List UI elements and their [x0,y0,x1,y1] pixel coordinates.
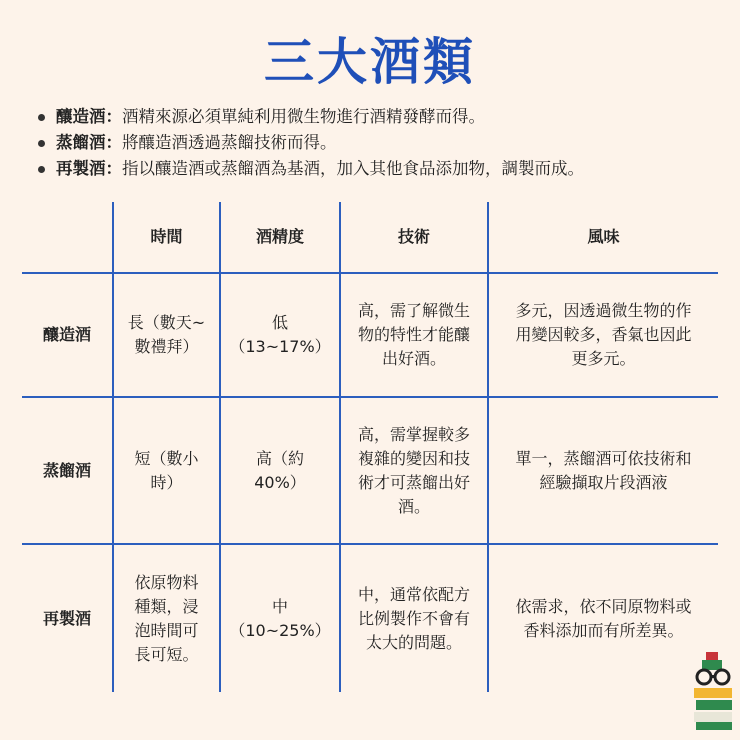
table-cell [114,274,219,396]
cell-line: 術才可蒸餾出好 [357,472,470,492]
table-cell [114,398,219,543]
definition-separator: ： [105,159,122,178]
definition-term: 再製酒 [56,159,106,178]
table-cell [221,274,339,396]
table-cell [341,274,487,396]
cell-line: 種類，浸 [134,596,199,616]
cell-line: 多元，因透過微生物的作 [515,301,692,320]
cell-line: （10~25%） [229,620,331,640]
cell-line: 高，需了解微生 [357,301,470,320]
cell-line: 中，通常依配方 [357,584,470,604]
definition-term: 蒸餾酒 [56,133,106,152]
definition-term: 釀造酒 [56,107,106,126]
column-header-flavor: 風味 [587,227,620,246]
cell-line: 複雜的變因和技 [357,448,470,468]
cell-line: 40%） [254,472,306,492]
cell-line: 中 [271,596,288,616]
cell-line: 時） [150,472,183,492]
page-title: 三大酒類 [264,33,476,91]
row-header: 蒸餾酒 [42,460,91,480]
table-cell [114,545,219,692]
table-cell [489,274,718,396]
column-header-technique: 技術 [397,227,430,246]
cell-line: 出好酒。 [381,349,446,368]
definition-desc: 指以釀造酒或蒸餾酒為基酒，加入其他食品添加物，調製而成。 [122,159,584,178]
cell-line: 單一，蒸餾酒可依技術和 [515,448,692,468]
stacked-books-glasses-icon [692,650,734,732]
cell-line: 依需求，依不同原物料或 [515,596,692,616]
row-header: 再製酒 [42,608,91,628]
cell-line: 用變因較多，香氣也因此 [515,325,692,344]
cell-line: 經驗擷取片段酒液 [539,472,668,492]
table-cell [341,398,487,543]
table-cell [489,545,718,692]
column-header-abv: 酒精度 [255,227,304,246]
table-cell [221,545,339,692]
row-header: 釀造酒 [42,325,91,344]
table-cell [489,398,718,543]
table-cell [221,398,339,543]
definition-desc: 將釀造酒透過蒸餾技術而得。 [122,133,337,152]
cell-line: 長（數天~ [127,313,206,332]
cell-line: 數禮拜） [134,337,199,356]
cell-line: 太大的問題。 [365,632,462,652]
cell-line: 短（數小 [134,448,199,468]
column-header-time: 時間 [150,227,183,246]
cell-line: 比例製作不會有 [357,608,470,628]
table-cell [341,545,487,692]
definition-separator: ： [105,107,122,126]
cell-line: 物的特性才能釀 [357,325,470,344]
cell-line: 低 [271,313,288,332]
cell-line: 泡時間可 [134,620,199,640]
cell-line: 香料添加而有所差異。 [523,620,684,640]
definition-desc: 酒精來源必須單純利用微生物進行酒精發酵而得。 [122,107,485,126]
cell-line: 酒。 [397,496,430,516]
cell-line: （13~17%） [229,337,331,356]
cell-line: 更多元。 [571,349,636,368]
cell-line: 高，需掌握較多 [357,424,470,444]
cell-line: 高（約 [255,448,304,468]
cell-line: 依原物料 [134,572,199,592]
cell-line: 長可短。 [134,644,199,664]
definition-separator: ： [105,133,122,152]
